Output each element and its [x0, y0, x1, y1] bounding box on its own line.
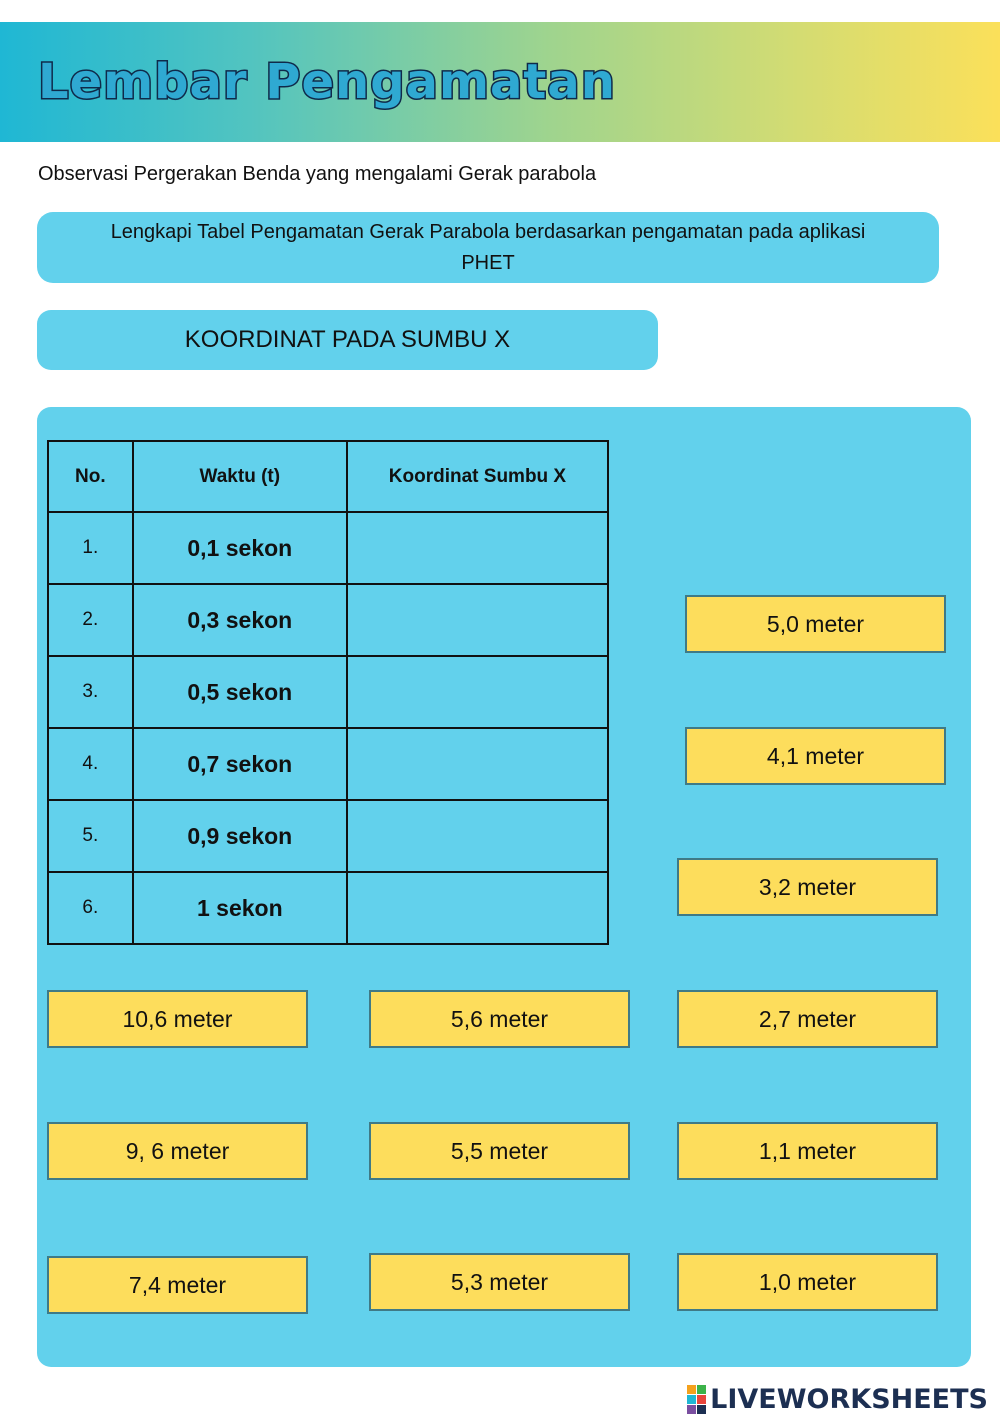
liveworksheets-brand	[687, 1384, 988, 1415]
answer-drop-slot[interactable]	[347, 584, 608, 656]
page-title: Lembar Pengamatan	[38, 54, 616, 110]
row-time: 0,9 sekon	[133, 800, 347, 872]
section-label-text: KOORDINAT PADA SUMBU X	[184, 326, 511, 353]
section-label	[37, 310, 658, 370]
row-time: 0,7 sekon	[133, 728, 347, 800]
liveworksheets-logo-icon	[687, 1385, 706, 1414]
subtitle: Observasi Pergerakan Benda yang mengalami Gerak parabola	[38, 163, 597, 185]
row-number: 5.	[48, 800, 133, 872]
answer-chip[interactable]: 10,6 meter	[47, 990, 308, 1048]
answer-drop-slot[interactable]	[347, 872, 608, 944]
brand-name: LIVEWORKSHEETS	[710, 1384, 988, 1415]
row-number: 2.	[48, 584, 133, 656]
answer-chip[interactable]: 4,1 meter	[685, 727, 946, 785]
answer-chip[interactable]: 5,0 meter	[685, 595, 946, 653]
answer-chip[interactable]: 5,6 meter	[369, 990, 630, 1048]
instruction-text: Lengkapi Tabel Pengamatan Gerak Parabola berdasarkan pengamatan pada aplikasi PHET	[110, 220, 866, 274]
answer-drop-slot[interactable]	[347, 800, 608, 872]
row-time: 0,5 sekon	[133, 656, 347, 728]
row-time: 0,3 sekon	[133, 584, 347, 656]
table-row	[48, 656, 608, 728]
header-x-coordinate: Koordinat Sumbu X	[347, 441, 608, 512]
answer-chip[interactable]: 9, 6 meter	[47, 1122, 308, 1180]
observation-table	[47, 440, 609, 945]
row-time: 1 sekon	[133, 872, 347, 944]
answer-chip[interactable]: 7,4 meter	[47, 1256, 308, 1314]
table-header-row	[48, 441, 608, 512]
answer-chip[interactable]: 2,7 meter	[677, 990, 938, 1048]
answer-chip[interactable]: 5,5 meter	[369, 1122, 630, 1180]
table-row	[48, 728, 608, 800]
table-row	[48, 872, 608, 944]
row-number: 4.	[48, 728, 133, 800]
row-number: 3.	[48, 656, 133, 728]
header-banner	[0, 22, 1000, 142]
answer-chip[interactable]: 5,3 meter	[369, 1253, 630, 1311]
answer-drop-slot[interactable]	[347, 656, 608, 728]
table-row	[48, 584, 608, 656]
instruction-box	[37, 212, 939, 283]
table-row	[48, 800, 608, 872]
answer-chip[interactable]: 1,1 meter	[677, 1122, 938, 1180]
answer-chip[interactable]: 3,2 meter	[677, 858, 938, 916]
row-number: 1.	[48, 512, 133, 584]
row-number: 6.	[48, 872, 133, 944]
answer-drop-slot[interactable]	[347, 512, 608, 584]
header-time: Waktu (t)	[133, 441, 347, 512]
answer-chip[interactable]: 1,0 meter	[677, 1253, 938, 1311]
row-time: 0,1 sekon	[133, 512, 347, 584]
answer-drop-slot[interactable]	[347, 728, 608, 800]
header-no: No.	[48, 441, 133, 512]
table-row	[48, 512, 608, 584]
